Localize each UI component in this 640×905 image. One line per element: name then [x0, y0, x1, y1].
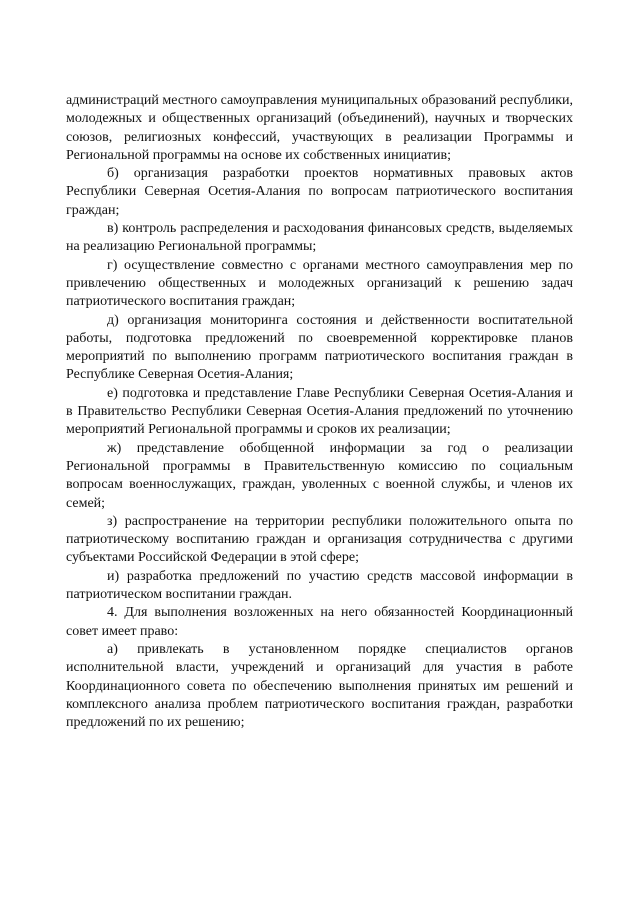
paragraph-item-i: и) разработка предложений по участию средств массовой информации в патриотическом воспитании граждан.	[66, 568, 573, 603]
document-page	[66, 92, 573, 732]
paragraph-item-g: г) осуществление совместно с органами местного самоуправления мер по привлечению общественных и молодежных организаций к решению задач патриотического воспитания граждан;	[66, 257, 573, 310]
paragraph-section-4: 4. Для выполнения возложенных на него обязанностей Координационный совет имеет право:	[66, 605, 573, 639]
paragraph-item-v: в) контроль распределения и расходования финансовых средств, выделяемых на реализацию Региональной программы;	[66, 221, 573, 255]
paragraph-item-d: д) организация мониторинга состояния и действенности воспитательной работы, подготовка предложений по своевременной корректировке планов мероприятий по выполнению программ патриотического воспитания граждан в Республике Северная Осетия-Алания;	[66, 312, 573, 383]
paragraph-item-a: а) привлекать в установленном порядке специалистов органов исполнительной власти, учреждений и организаций для участия в работе Координационного совета по обеспечению выполнения принятых им решений и комплексного анализа проблем патриотического воспитания граждан, разработки предложений по их решению;	[66, 641, 573, 731]
paragraph-item-b: б) организация разработки проектов нормативных правовых актов Республики Северная Осетия-Алания по вопросам патриотического воспитания граждан;	[66, 166, 573, 218]
paragraph-item-e: е) подготовка и представление Главе Республики Северная Осетия-Алания и в Правительство Республики Северная Осетия-Алания предложений по уточнению мероприятий Региональной программы и сроков их реализации;	[66, 385, 573, 438]
paragraph-item-z: з) распространение на территории республики положительного опыта по патриотическому воспитанию граждан и организация сотрудничества с другими субъектами Российской Федерации в этой сфере;	[66, 513, 573, 566]
paragraph-item-zh: ж) представление обобщенной информации за год о реализации Региональной программы в Правительственную комиссию по социальным вопросам военнослужащих, граждан, уволенных с военной службы, и членов их семей;	[66, 440, 573, 511]
paragraph-continuation: администраций местного самоуправления муниципальных образований республики, молодежных и общественных организаций (объединений), научных и творческих союзов, религиозных конфессий, участвующих в реализации Программы и Региональной программы на основе их собственных инициатив;	[66, 93, 573, 163]
